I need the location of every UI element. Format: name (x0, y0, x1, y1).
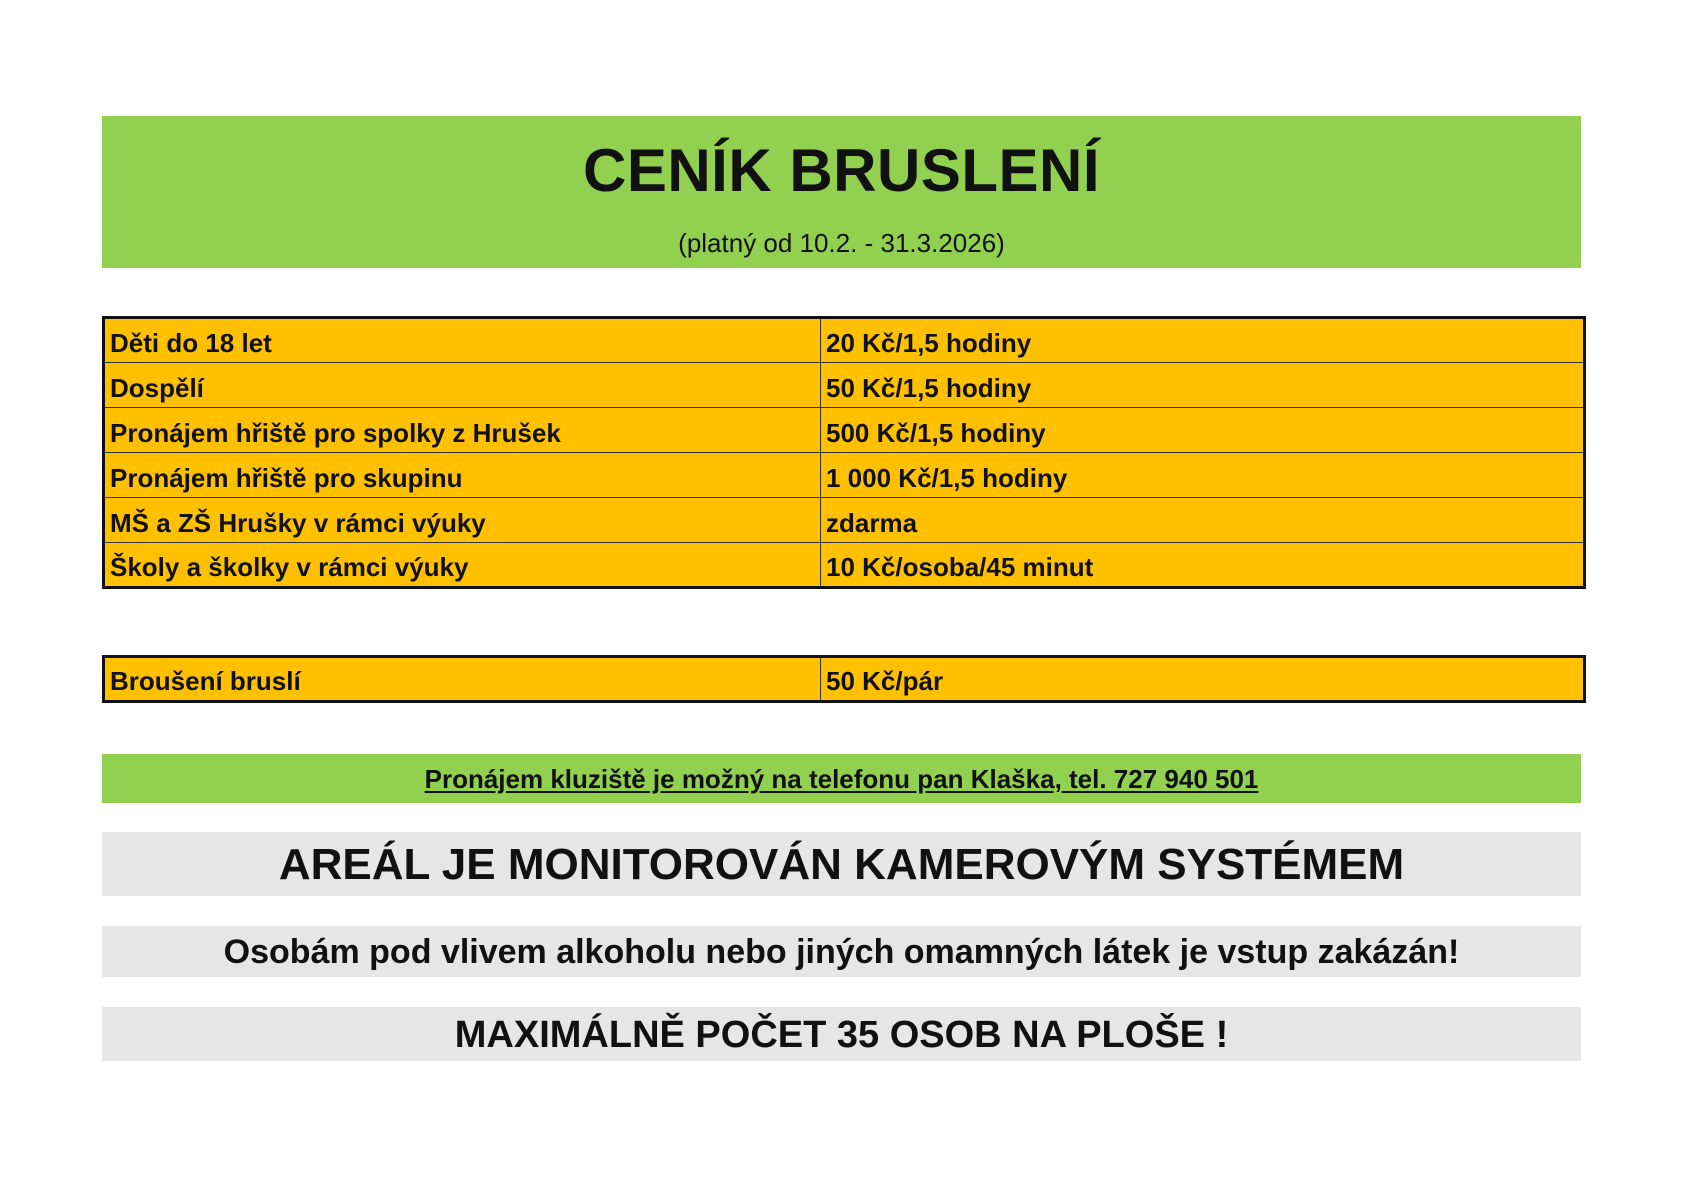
price-item-label: Dospělí (104, 363, 821, 408)
contact-info: Pronájem kluziště je možný na telefonu pan Klaška, tel. 727 940 501 (424, 764, 1259, 794)
price-item-label: MŠ a ZŠ Hrušky v rámci výuky (104, 498, 821, 543)
price-item-value: 20 Kč/1,5 hodiny (821, 318, 1585, 363)
validity-period: (platný od 10.2. - 31.3.2026) (678, 228, 1005, 258)
price-item-label: Školy a školky v rámci výuky (104, 543, 821, 588)
table-row (104, 318, 1585, 363)
page-title: CENÍK BRUSLENÍ (582, 137, 1101, 204)
header-banner (102, 116, 1581, 268)
price-item-label: Děti do 18 let (104, 318, 821, 363)
table-row (104, 408, 1585, 453)
camera-notice: AREÁL JE MONITOROVÁN KAMEROVÝM SYSTÉMEM (102, 832, 1581, 896)
price-item-value: 10 Kč/osoba/45 minut (821, 543, 1585, 588)
capacity-notice: MAXIMÁLNĚ POČET 35 OSOB NA PLOŠE ! (102, 1007, 1581, 1061)
table-row (104, 363, 1585, 408)
price-item-label: Pronájem hřiště pro skupinu (104, 453, 821, 498)
table-row (104, 543, 1585, 588)
price-item-label: Pronájem hřiště pro spolky z Hrušek (104, 408, 821, 453)
service-item-value: 50 Kč/pár (821, 657, 1585, 702)
service-item-label: Broušení bruslí (104, 657, 821, 702)
table-row (104, 657, 1585, 702)
price-item-value: 1 000 Kč/1,5 hodiny (821, 453, 1585, 498)
price-item-value: 500 Kč/1,5 hodiny (821, 408, 1585, 453)
price-item-value: zdarma (821, 498, 1585, 543)
sharpening-table (102, 655, 1586, 703)
contact-banner (102, 754, 1581, 803)
alcohol-notice: Osobám pod vlivem alkoholu nebo jiných omamných látek je vstup zakázán! (102, 926, 1581, 977)
table-row (104, 453, 1585, 498)
price-item-value: 50 Kč/1,5 hodiny (821, 363, 1585, 408)
price-table (102, 316, 1586, 589)
table-row (104, 498, 1585, 543)
